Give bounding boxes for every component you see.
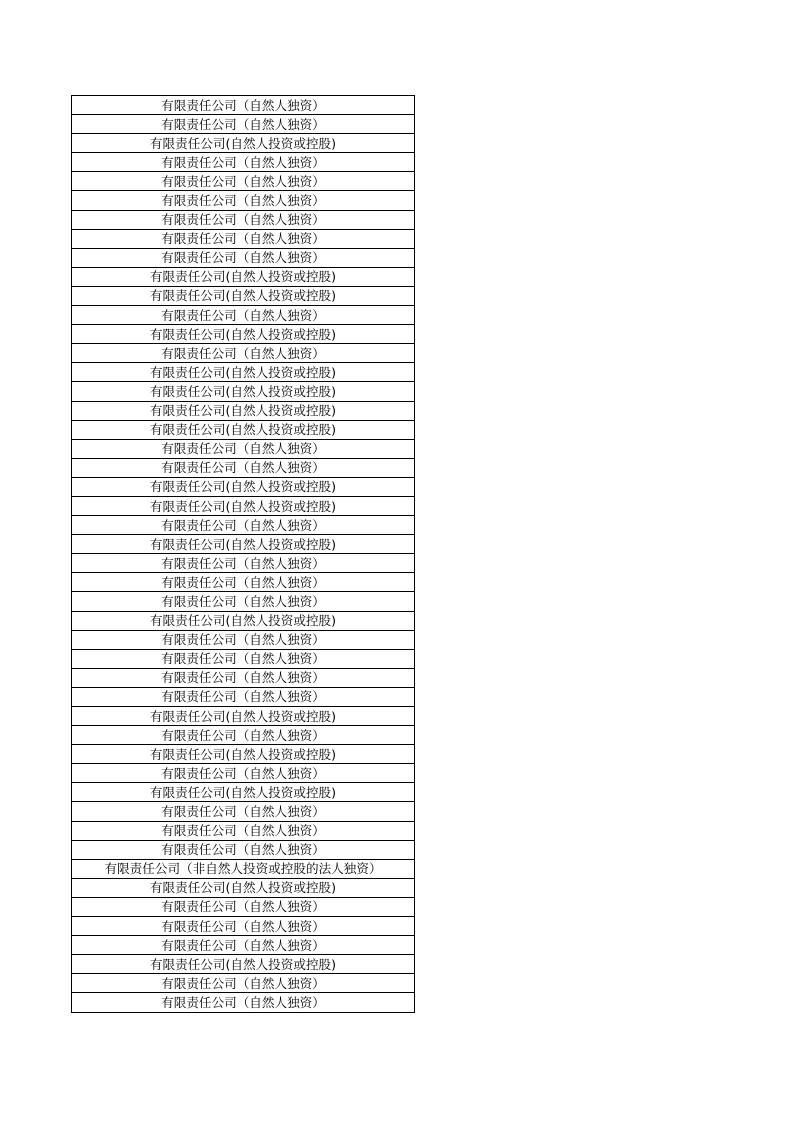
table-row	[72, 611, 415, 630]
table-row	[72, 668, 415, 687]
company-type-cell[interactable]: 有限责任公司（自然人独资）	[72, 96, 415, 115]
table-row	[72, 96, 415, 115]
table-row	[72, 726, 415, 745]
company-type-table-body	[72, 96, 415, 1013]
company-type-table	[71, 95, 415, 1013]
company-type-cell[interactable]: 有限责任公司（自然人独资）	[72, 687, 415, 706]
table-row	[72, 630, 415, 649]
table-row	[72, 592, 415, 611]
company-type-cell[interactable]: 有限责任公司（自然人独资）	[72, 592, 415, 611]
company-type-cell[interactable]: 有限责任公司(自然人投资或控股)	[72, 496, 415, 515]
company-type-cell[interactable]: 有限责任公司（自然人独资）	[72, 993, 415, 1012]
company-type-cell[interactable]: 有限责任公司（自然人独资）	[72, 229, 415, 248]
table-row	[72, 687, 415, 706]
company-type-cell[interactable]: 有限责任公司(自然人投资或控股)	[72, 325, 415, 344]
table-row	[72, 878, 415, 897]
company-type-cell[interactable]: 有限责任公司（自然人独资）	[72, 210, 415, 229]
company-type-cell[interactable]: 有限责任公司（非自然人投资或控股的法人独资）	[72, 859, 415, 878]
company-type-cell[interactable]: 有限责任公司（自然人独资）	[72, 840, 415, 859]
table-row	[72, 115, 415, 134]
company-type-cell[interactable]: 有限责任公司（自然人独资）	[72, 115, 415, 134]
company-type-cell[interactable]: 有限责任公司（自然人独资）	[72, 344, 415, 363]
table-row	[72, 210, 415, 229]
company-type-cell[interactable]: 有限责任公司(自然人投资或控股)	[72, 611, 415, 630]
table-row	[72, 191, 415, 210]
table-row	[72, 420, 415, 439]
table-row	[72, 229, 415, 248]
table-row	[72, 477, 415, 496]
company-type-cell[interactable]: 有限责任公司(自然人投资或控股)	[72, 477, 415, 496]
company-type-cell[interactable]: 有限责任公司（自然人独资）	[72, 897, 415, 916]
company-type-cell[interactable]: 有限责任公司（自然人独资）	[72, 917, 415, 936]
company-type-cell[interactable]: 有限责任公司(自然人投资或控股)	[72, 783, 415, 802]
table-row	[72, 496, 415, 515]
company-type-cell[interactable]: 有限责任公司（自然人独资）	[72, 172, 415, 191]
company-type-cell[interactable]: 有限责任公司（自然人独资）	[72, 668, 415, 687]
table-row	[72, 821, 415, 840]
company-type-cell[interactable]: 有限责任公司（自然人独资）	[72, 516, 415, 535]
company-type-cell[interactable]: 有限责任公司（自然人独资）	[72, 458, 415, 477]
table-row	[72, 439, 415, 458]
company-type-cell[interactable]: 有限责任公司(自然人投资或控股)	[72, 745, 415, 764]
table-row	[72, 974, 415, 993]
table-row	[72, 248, 415, 267]
company-type-cell[interactable]: 有限责任公司(自然人投资或控股)	[72, 401, 415, 420]
company-type-cell[interactable]: 有限责任公司(自然人投资或控股)	[72, 878, 415, 897]
company-type-cell[interactable]: 有限责任公司（自然人独资）	[72, 554, 415, 573]
company-type-cell[interactable]: 有限责任公司(自然人投资或控股)	[72, 420, 415, 439]
table-row	[72, 573, 415, 592]
company-type-cell[interactable]: 有限责任公司（自然人独资）	[72, 439, 415, 458]
company-type-cell[interactable]: 有限责任公司（自然人独资）	[72, 726, 415, 745]
table-row	[72, 955, 415, 974]
table-row	[72, 840, 415, 859]
table-row	[72, 267, 415, 286]
table-row	[72, 745, 415, 764]
table-row	[72, 649, 415, 668]
table-row	[72, 802, 415, 821]
table-row	[72, 936, 415, 955]
company-type-cell[interactable]: 有限责任公司（自然人独资）	[72, 248, 415, 267]
table-row	[72, 458, 415, 477]
company-type-cell[interactable]: 有限责任公司(自然人投资或控股)	[72, 955, 415, 974]
company-type-cell[interactable]: 有限责任公司（自然人独资）	[72, 821, 415, 840]
table-row	[72, 516, 415, 535]
company-type-cell[interactable]: 有限责任公司（自然人独资）	[72, 191, 415, 210]
table-row	[72, 707, 415, 726]
table-row	[72, 344, 415, 363]
table-row	[72, 286, 415, 305]
table-row	[72, 783, 415, 802]
company-type-cell[interactable]: 有限责任公司（自然人独资）	[72, 306, 415, 325]
table-row	[72, 993, 415, 1012]
company-type-cell[interactable]: 有限责任公司(自然人投资或控股)	[72, 134, 415, 153]
company-type-cell[interactable]: 有限责任公司(自然人投资或控股)	[72, 535, 415, 554]
company-type-cell[interactable]: 有限责任公司（自然人独资）	[72, 630, 415, 649]
company-type-cell[interactable]: 有限责任公司(自然人投资或控股)	[72, 363, 415, 382]
table-row	[72, 764, 415, 783]
company-type-cell[interactable]: 有限责任公司（自然人独资）	[72, 974, 415, 993]
table-row	[72, 363, 415, 382]
company-type-cell[interactable]: 有限责任公司（自然人独资）	[72, 153, 415, 172]
company-type-cell[interactable]: 有限责任公司（自然人独资）	[72, 802, 415, 821]
table-row	[72, 917, 415, 936]
company-type-cell[interactable]: 有限责任公司（自然人独资）	[72, 649, 415, 668]
company-type-cell[interactable]: 有限责任公司(自然人投资或控股)	[72, 286, 415, 305]
table-row	[72, 535, 415, 554]
table-row	[72, 325, 415, 344]
table-row	[72, 382, 415, 401]
table-row	[72, 306, 415, 325]
company-type-cell[interactable]: 有限责任公司(自然人投资或控股)	[72, 707, 415, 726]
company-type-cell[interactable]: 有限责任公司(自然人投资或控股)	[72, 267, 415, 286]
table-row	[72, 153, 415, 172]
table-row	[72, 401, 415, 420]
table-row	[72, 172, 415, 191]
table-row	[72, 859, 415, 878]
company-type-cell[interactable]: 有限责任公司（自然人独资）	[72, 936, 415, 955]
company-type-cell[interactable]: 有限责任公司(自然人投资或控股)	[72, 382, 415, 401]
table-row	[72, 554, 415, 573]
table-row	[72, 134, 415, 153]
table-row	[72, 897, 415, 916]
company-type-cell[interactable]: 有限责任公司（自然人独资）	[72, 573, 415, 592]
company-type-cell[interactable]: 有限责任公司（自然人独资）	[72, 764, 415, 783]
